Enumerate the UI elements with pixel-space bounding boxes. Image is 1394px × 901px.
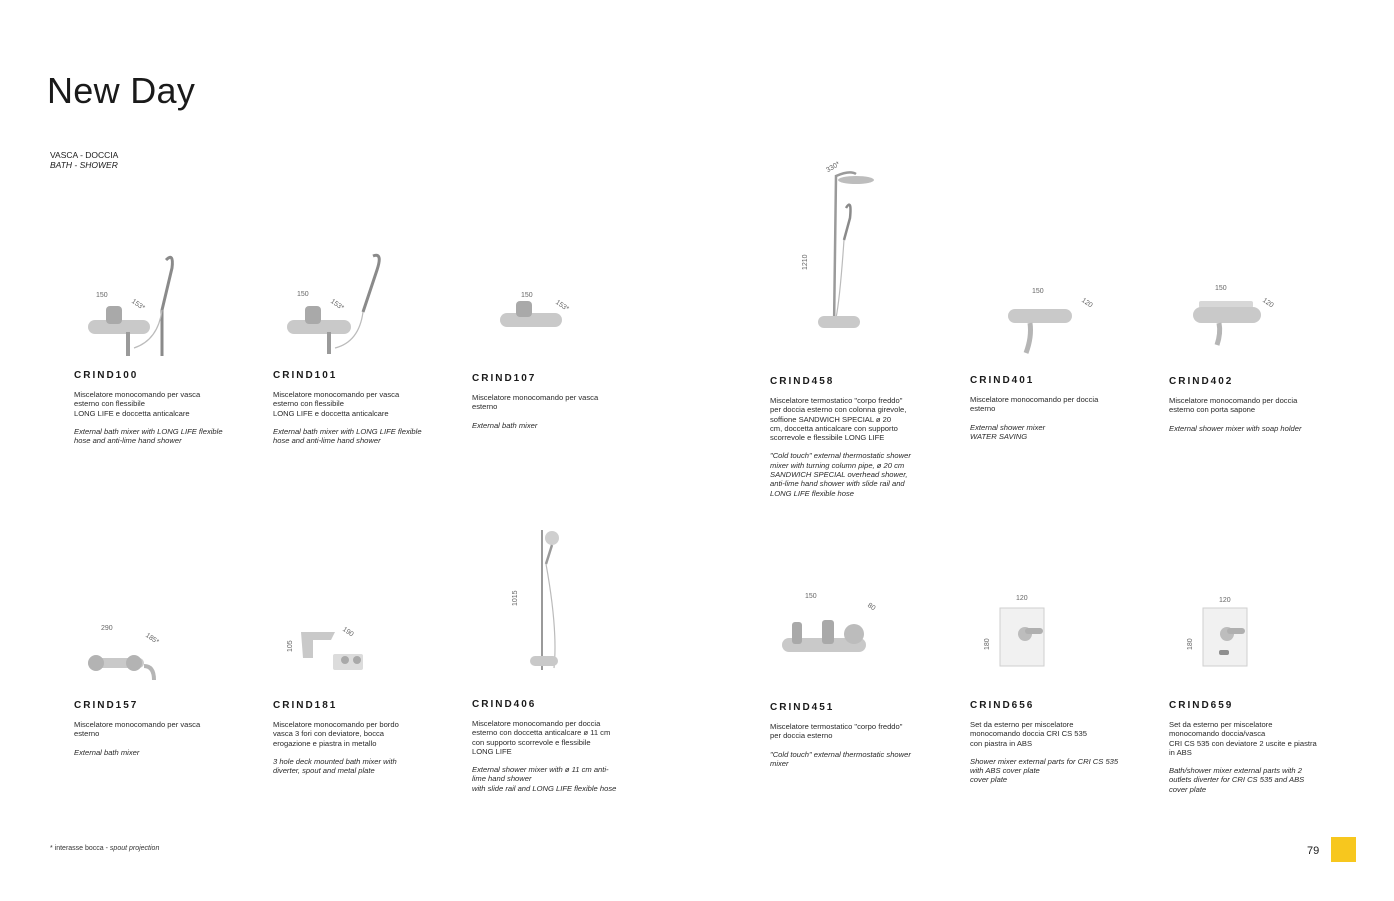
product-image [770, 590, 920, 702]
product-crind157 [74, 622, 224, 757]
product-crind402 [1169, 283, 1319, 433]
product-description-en: External bath mixer [472, 420, 538, 430]
product-description-en: External shower mixer with soap holder [1169, 423, 1302, 433]
product-code: CRIND406 [472, 699, 537, 710]
dimension-width: 150 [1032, 288, 1044, 295]
dimension-height: 105 [287, 640, 294, 652]
product-description-it: Miscelatore monocomando per vasca esterno [74, 720, 201, 739]
product-description-it: Miscelatore monocomando per doccia esterno con doccetta anticalcare ø 11 cm con supporto scorrevole e flessibile LONG LIFE [472, 719, 611, 756]
dimension-depth: 80 [865, 602, 877, 613]
product-description-it: Miscelatore termostatico "corpo freddo" per doccia esterno con colonna girevole, soffione SANDWICH SPECIAL ø 20 cm, doccetta anticalcare con supporto scorrevole e flessibile LONG LIFE [770, 396, 907, 443]
product-description-it: Miscelatore monocomando per bordo vasca 3 fori con deviatore, bocca erogazione e piastra in metallo [273, 720, 399, 748]
product-image [770, 148, 920, 376]
section-label-it: VASCA - DOCCIA [50, 150, 119, 160]
product-image [472, 285, 622, 373]
dimension-width: 150 [1215, 285, 1227, 292]
section-label-en: BATH - SHOWER [50, 160, 118, 170]
dimension-spout: 153* [328, 298, 345, 312]
product-image [970, 285, 1120, 375]
product-code: CRIND107 [472, 373, 537, 384]
accent-square [1331, 837, 1356, 862]
shower-mixer-illustration [970, 285, 1120, 360]
dimension-height: 180 [1187, 638, 1194, 650]
bath-mixer-hand-shower-illustration [273, 250, 423, 360]
dimension-height: 180 [984, 638, 991, 650]
product-crind458 [770, 148, 920, 498]
product-crind406 [472, 520, 622, 793]
product-code: CRIND458 [770, 376, 835, 387]
product-code: CRIND656 [970, 700, 1035, 711]
bath-shower-mixer-cover-plate-illustration [1169, 594, 1319, 689]
bath-mixer-hand-shower-illustration [74, 250, 224, 360]
deck-bath-mixer-illustration [273, 622, 423, 692]
product-description-en: Shower mixer external parts for CRI CS 535 with ABS cover plate [970, 756, 1119, 776]
product-description-en: External shower mixer [970, 422, 1046, 432]
page-number: 79 [1307, 845, 1320, 857]
product-feature: WATER SAVING [970, 431, 1028, 441]
product-code: CRIND401 [970, 375, 1035, 386]
product-description-it: Set da esterno per miscelatore monocomando doccia CRI CS 535 con piastra in ABS [970, 720, 1087, 748]
product-code: CRIND659 [1169, 700, 1234, 711]
product-description-it: Miscelatore monocomando per vasca esterno con flessibile LONG LIFE e doccetta anticalcare [74, 390, 201, 418]
product-description-it: Miscelatore monocomando per doccia esterno [970, 395, 1099, 414]
dimension-width: 150 [96, 292, 108, 299]
product-description-it: Miscelatore monocomando per vasca esterno [472, 393, 599, 412]
dimension-shower-arm: 330* [825, 160, 842, 175]
footnote [50, 845, 159, 852]
product-image [74, 622, 224, 700]
product-image [970, 594, 1120, 700]
product-feature: cover plate [970, 775, 1008, 785]
dimension-width: 120 [1016, 595, 1028, 602]
product-image [273, 250, 423, 370]
product-code: CRIND181 [273, 700, 338, 711]
product-description-en: "Cold touch" external thermostatic shower mixer [770, 749, 911, 768]
dimension-width: 120 [1219, 597, 1231, 604]
product-code: CRIND100 [74, 370, 139, 381]
product-description-en: External shower mixer with ø 11 cm anti- lime hand shower with slide rail and LONG LIFE flexible hose [472, 765, 617, 793]
page-title: New Day [47, 70, 196, 111]
product-description-it: Miscelatore termostatico "corpo freddo" per doccia esterno [770, 722, 903, 741]
product-description-en: Bath/shower mixer external parts with 2 outlets diverter for CRI CS 535 and ABS cover plate [1169, 766, 1305, 794]
dimension-width: 150 [521, 292, 533, 299]
product-image [1169, 283, 1319, 376]
product-image [1169, 594, 1319, 700]
product-image [273, 622, 423, 700]
product-description-en: External bath mixer [74, 747, 140, 757]
product-description-en: 3 hole deck mounted bath mixer with diverter, spout and metal plate [273, 756, 397, 776]
dimension-width: 150 [297, 291, 309, 298]
product-description-it: Miscelatore monocomando per vasca esterno con flessibile LONG LIFE e doccetta anticalcare [273, 390, 400, 418]
bath-mixer-illustration [472, 285, 622, 345]
product-description-it: Set da esterno per miscelatore monocomando doccia/vasca CRI CS 535 con deviatore 2 uscite e piastra in ABS [1169, 720, 1317, 757]
product-crind101 [273, 250, 423, 445]
footnote-en: spout projection [109, 845, 160, 852]
product-code: CRIND451 [770, 702, 835, 713]
dimension-spout: 153* [553, 299, 570, 313]
section-label [50, 150, 118, 170]
dimension-width: 150 [805, 593, 817, 600]
product-crind656 [970, 594, 1120, 785]
shower-set-illustration [472, 520, 622, 685]
dimension-depth: 120 [1079, 297, 1094, 310]
product-crind451 [770, 590, 920, 768]
bath-mixer-illustration [74, 622, 224, 692]
dimension-spout: 153* [129, 298, 146, 312]
product-description-en: External bath mixer with LONG LIFE flexible hose and anti-lime hand shower [74, 426, 223, 446]
product-crind659 [1169, 594, 1319, 794]
footnote-it: * interasse bocca - [50, 845, 110, 852]
product-description-en: External bath mixer with LONG LIFE flexible hose and anti-lime hand shower [273, 426, 422, 446]
dimension-height: 1015 [512, 590, 519, 606]
thermostatic-shower-column-illustration [770, 148, 920, 358]
thermostatic-shower-mixer-illustration [770, 590, 920, 680]
product-crind181 [273, 622, 423, 775]
product-code: CRIND101 [273, 370, 338, 381]
product-image [472, 520, 622, 699]
product-description-en: "Cold touch" external thermostatic shower mixer with turning column pipe, ø 20 cm SANDWICH SPECIAL overhead shower, anti-lime hand shower with slide rail and LONG LIFE flexible hose [770, 451, 911, 498]
product-crind100 [74, 250, 224, 445]
dimension-spout: 190 [340, 626, 355, 639]
dimension-width: 290 [101, 625, 113, 632]
shower-mixer-cover-plate-illustration [970, 594, 1120, 689]
shower-mixer-soap-holder-illustration [1169, 283, 1319, 353]
dimension-spout: 185* [143, 632, 160, 646]
product-code: CRIND157 [74, 700, 139, 711]
product-crind401 [970, 285, 1120, 441]
product-description-it: Miscelatore monocomando per doccia esterno con porta sapone [1169, 396, 1298, 415]
dimension-depth: 120 [1260, 297, 1275, 310]
product-crind107 [472, 285, 622, 430]
product-image [74, 250, 224, 370]
dimension-height: 1210 [802, 254, 809, 270]
product-code: CRIND402 [1169, 376, 1234, 387]
